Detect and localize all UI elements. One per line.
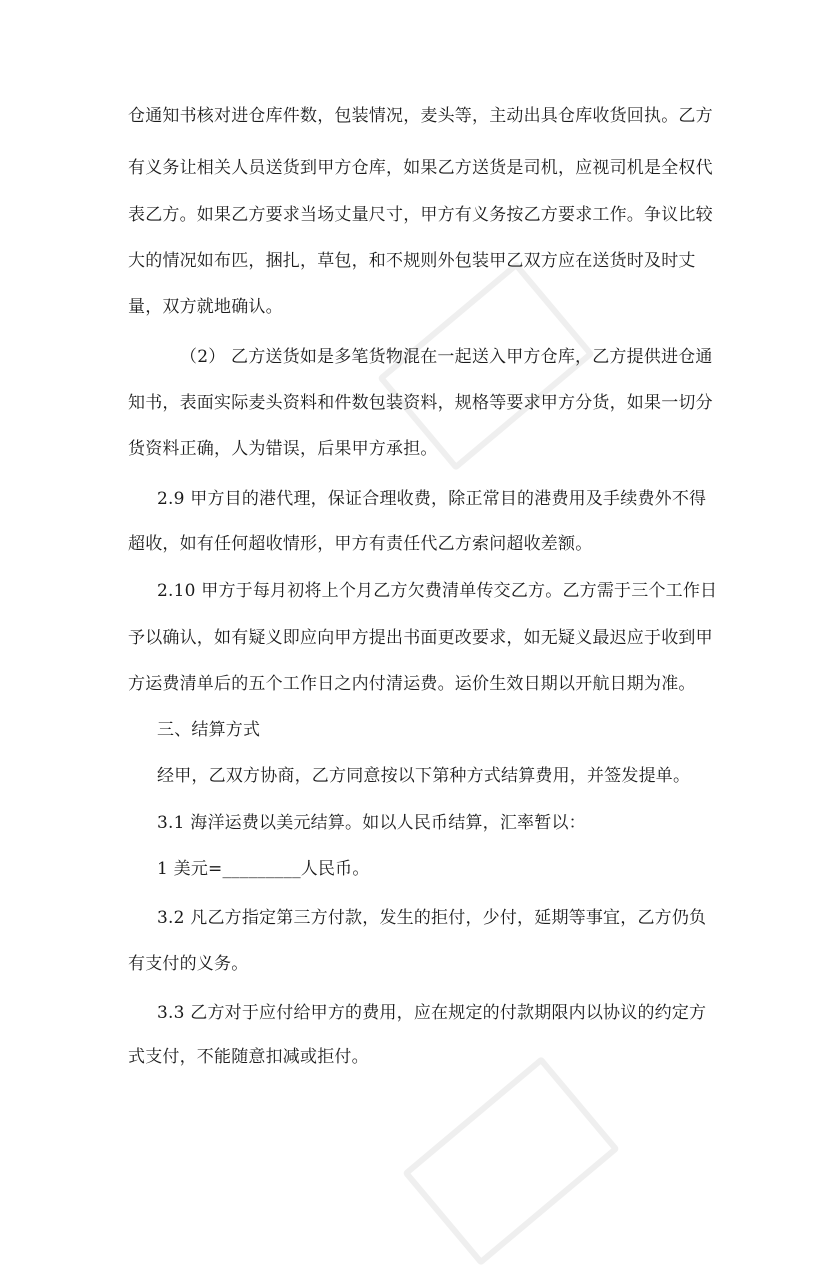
section-heading: 三、结算方式 <box>157 720 261 740</box>
body-line: 3.2 凡乙方指定第三方付款，发生的拒付，少付，延期等事宜，乙方仍负 <box>157 908 707 928</box>
body-line: 3.1 海洋运费以美元结算。如以人民币结算，汇率暂以： <box>157 813 586 833</box>
body-line: 予以确认，如有疑义即应向甲方提出书面更改要求，如无疑义最迟应于收到甲 <box>128 628 713 648</box>
body-line: 式支付，不能随意扣减或拒付。 <box>128 1047 369 1067</box>
body-line: 超收，如有任何超收情形，甲方有责任代乙方索问超收差额。 <box>128 534 593 554</box>
body-line: 1 美元=_________人民币。 <box>157 859 370 879</box>
body-line: 货资料正确，人为错误，后果甲方承担。 <box>128 439 438 459</box>
body-line: 表乙方。如果乙方要求当场丈量尺寸，甲方有义务按乙方要求工作。争议比较 <box>128 205 713 225</box>
body-line: 2.9 甲方目的港代理，保证合理收费，除正常目的港费用及手续费外不得 <box>157 489 707 509</box>
body-line: （2） 乙方送货如是多笔货物混在一起送入甲方仓库，乙方提供进仓通 <box>180 347 713 367</box>
watermark-stamp <box>402 1056 620 1266</box>
body-line: 仓通知书核对进仓库件数，包装情况，麦头等，主动出具仓库收货回执。乙方 <box>128 106 713 126</box>
body-line: 经甲，乙双方协商，乙方同意按以下第种方式结算费用，并签发提单。 <box>157 766 691 786</box>
body-line: 2.10 甲方于每月初将上个月乙方欠费清单传交乙方。乙方需于三个工作日 <box>157 581 718 601</box>
body-line: 3.3 乙方对于应付给甲方的费用，应在规定的付款期限内以协议的约定方 <box>157 1003 707 1023</box>
body-line: 量，双方就地确认。 <box>128 297 283 317</box>
body-line: 大的情况如布匹，捆扎，草包，和不规则外包装甲乙双方应在送货时及时丈 <box>128 251 696 271</box>
body-line: 知书，表面实际麦头资料和件数包装资料，规格等要求甲方分货，如果一切分 <box>128 393 713 413</box>
body-line: 有支付的义务。 <box>128 954 249 974</box>
body-line: 有义务让相关人员送货到甲方仓库，如果乙方送货是司机，应视司机是全权代 <box>128 158 713 178</box>
body-line: 方运费清单后的五个工作日之内付清运费。运价生效日期以开航日期为准。 <box>128 674 696 694</box>
